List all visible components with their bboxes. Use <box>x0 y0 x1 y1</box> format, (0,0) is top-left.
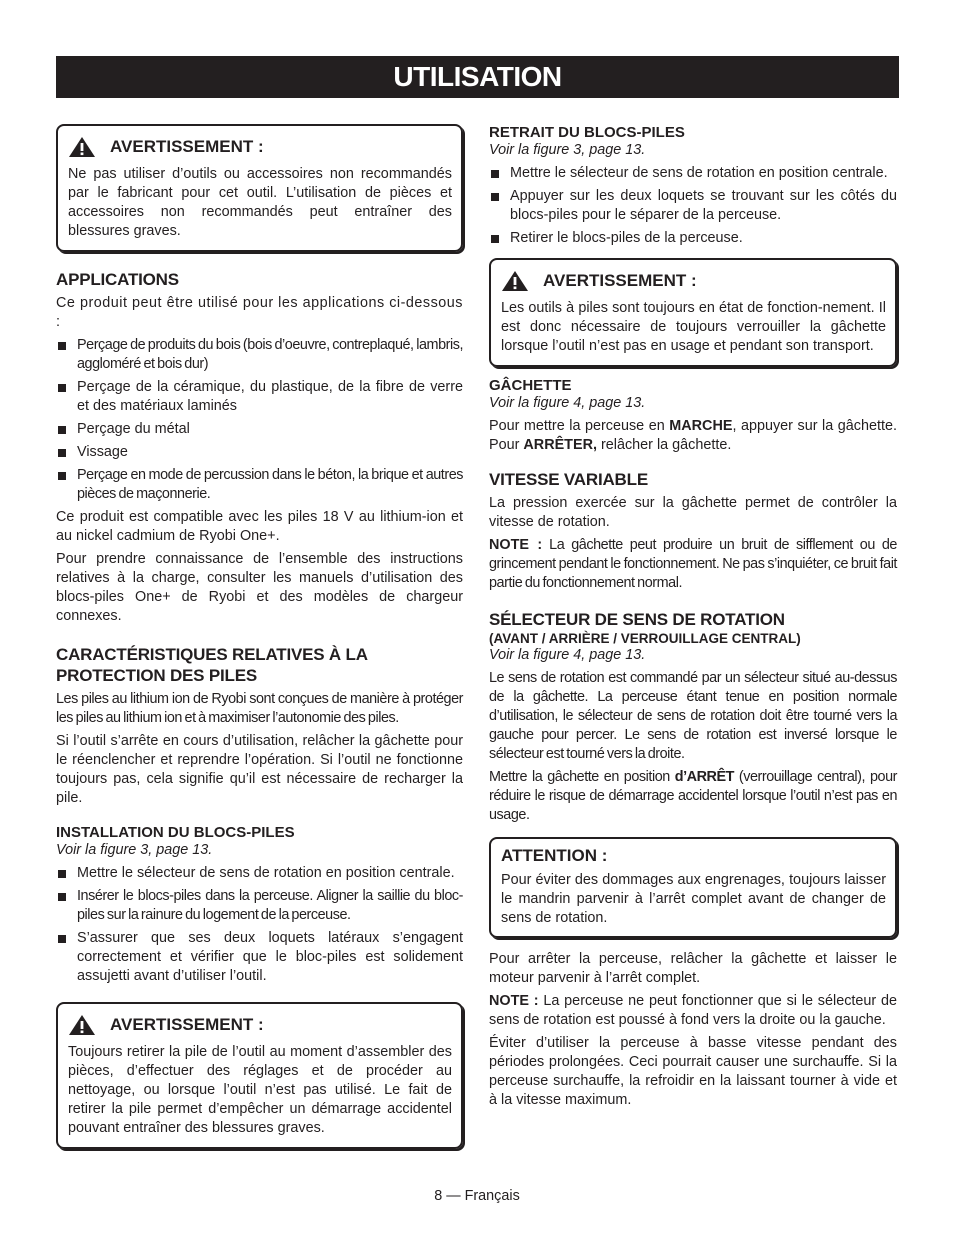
variable-speed-paragraph: La pression exercée sur la gâchette permet de contrôler la vitesse de rotation. <box>489 495 897 530</box>
figure-reference: Voir la figure 4, page 13. <box>489 395 646 411</box>
warning-text: Les outils à piles sont toujours en état de fonction-nement. Il est donc nécessaire de toujours verrouiller la gâchette lorsque l’outil n’est pas en usage et pendant son transport. <box>501 300 886 354</box>
direction-selector-subheading: (AVANT / ARRIÈRE / VERROUILLAGE CENTRAL) <box>489 631 801 646</box>
variable-speed-note: NOTE : La gâchette peut produire un bruit de sifflement ou de grincement pendant le fonctionnement. Ne pas s’inquiéter, ce bruit fait partie du fonctionnement normal. <box>489 537 897 591</box>
warning-title: AVERTISSEMENT : <box>543 271 697 290</box>
warning-title: AVERTISSEMENT : <box>110 137 264 156</box>
low-speed-paragraph: Éviter d’utiliser la perceuse à basse vitesse pendant des périodes prolongées. Ceci pourrait causer une surchauffe. Si la perceuse surchauffe, la refroidir en la laissant tourner à vide et à la vitesse maximum. <box>489 1035 897 1108</box>
removal-steps-list <box>489 164 897 248</box>
warning-box-trigger-lock <box>489 258 897 367</box>
attention-title: ATTENTION : <box>501 846 608 865</box>
variable-speed-heading: VITESSE VARIABLE <box>489 470 648 489</box>
battery-removal-heading: RETRAIT DU BLOCS-PILES <box>489 124 685 141</box>
list-item: Insérer le blocs-piles dans la perceuse. Aligner la saillie du bloc-piles sur la rainure du logement de la perceuse. <box>56 887 463 925</box>
compatibility-paragraph: Ce produit est compatible avec les piles 18 V au lithium-ion et au nickel cadmium de Ryobi One+. <box>56 509 463 544</box>
warning-triangle-icon <box>68 1014 96 1036</box>
page-footer: 8 — Français <box>434 1188 520 1204</box>
list-item: Mettre le sélecteur de sens de rotation en position centrale. <box>56 864 463 883</box>
list-item: Appuyer sur les deux loquets se trouvant sur les côtés du blocs-piles pour le séparer de la perceuse. <box>489 187 897 225</box>
attention-text: Pour éviter des dommages aux engrenages, toujours laisser le mandrin parvenir à l’arrêt complet avant de changer de sens de rotation. <box>501 872 886 926</box>
left-column <box>56 124 463 1149</box>
battery-protection-heading: CARACTÉRISTIQUES RELATIVES À LA PROTECTION DES PILES <box>56 645 368 685</box>
trigger-paragraph: Pour mettre la perceuse en MARCHE, appuyer sur la gâchette. Pour ARRÊTER, relâcher la gâchette. <box>489 418 897 453</box>
direction-selector-heading: SÉLECTEUR DE SENS DE ROTATION <box>489 610 785 629</box>
direction-paragraph-1: Le sens de rotation est commandé par un sélecteur situé au-dessus de la gâchette. La perceuse étant tenue en position normale d’utilisation, le sélecteur de sens de rotation doit être tourné vers la gauche pour percer. Le sens de rotation est inversé lorsque le sélecteur est tourné vers la droite. <box>489 670 897 762</box>
figure-reference: Voir la figure 4, page 13. <box>489 647 646 663</box>
protection-paragraph-1: Les piles au lithium ion de Ryobi sont conçues de manière à protéger les piles au lithium ion et à maximiser l’autonomie des piles. <box>56 691 463 726</box>
protection-paragraph-2: Si l’outil s’arrête en cours d’utilisation, relâcher la gâchette pour le réenclencher et reprendre l’opération. Si l’outil ne fonctionne toujours pas, cela signifie qu’il est nécessaire de recharger la pile. <box>56 733 463 806</box>
warning-header <box>68 136 452 158</box>
list-item: Perçage du métal <box>56 420 463 439</box>
list-item: Perçage de produits du bois (bois d’oeuvre, contreplaqué, lambris, aggloméré et bois dur) <box>56 336 463 374</box>
list-item: Retirer le blocs-piles de la perceuse. <box>489 229 897 248</box>
install-steps-list <box>56 864 463 986</box>
page-title: UTILISATION <box>56 56 899 98</box>
attention-box <box>489 837 897 938</box>
warning-text: Toujours retirer la pile de l’outil au moment d’assembler des pièces, d’effectuer des réglages et de procéder au nettoyage, ou lorsque l’outil n’est pas utilisé. Le fait de retirer la pile permet d’empêcher un démarrage accidentel pouvant entraîner des blessures graves. <box>68 1044 452 1136</box>
list-item: S’assurer que ses deux loquets latéraux s’engagent correctement et vérifier que le bloc-piles est solidement assujetti avant d’utiliser l’outil. <box>56 929 463 986</box>
warning-title: AVERTISSEMENT : <box>110 1015 264 1034</box>
battery-install-heading: INSTALLATION DU BLOCS-PILES <box>56 824 295 841</box>
warning-header <box>68 1014 452 1036</box>
figure-reference: Voir la figure 3, page 13. <box>56 842 213 858</box>
applications-heading: APPLICATIONS <box>56 270 179 289</box>
warning-header <box>501 270 886 292</box>
list-item: Mettre le sélecteur de sens de rotation en position centrale. <box>489 164 897 183</box>
charging-paragraph: Pour prendre connaissance de l’ensemble des instructions relatives à la charge, consulter les manuels d’utilisation des blocs-piles One+ de Ryobi et des modèles de chargeur connexes. <box>56 551 463 624</box>
applications-list <box>56 336 463 504</box>
figure-reference: Voir la figure 3, page 13. <box>489 142 646 158</box>
list-item: Vissage <box>56 443 463 462</box>
applications-intro: Ce produit peut être utilisé pour les applications ci-dessous : <box>56 295 463 330</box>
direction-paragraph-2: Mettre la gâchette en position d’ARRÊT (verrouillage central), pour réduire le risque de démarrage accidentel lorsque l’outil n’est pas en usage. <box>489 769 897 823</box>
warning-triangle-icon <box>68 136 96 158</box>
right-column <box>489 124 897 1114</box>
warning-triangle-icon <box>501 270 529 292</box>
trigger-heading: GÂCHETTE <box>489 377 572 394</box>
list-item: Perçage en mode de percussion dans le béton, la brique et autres pièces de maçonnerie. <box>56 466 463 504</box>
warning-text: Ne pas utiliser d’outils ou accessoires non recommandés par le fabricant pour cet outil. L’utilisation de pièces et accessoires non recommandés peut entraîner des blessures graves. <box>68 166 452 239</box>
warning-box-tool-accessories <box>56 124 463 252</box>
stop-paragraph: Pour arrêter la perceuse, relâcher la gâchette et laisser le moteur parvenir à l’arrêt complet. <box>489 951 897 986</box>
list-item: Perçage de la céramique, du plastique, de la fibre de verre et des matériaux laminés <box>56 378 463 416</box>
direction-note: NOTE : La perceuse ne peut fonctionner que si le sélecteur de sens de rotation est poussé à fond vers la droite ou la gauche. <box>489 993 897 1028</box>
warning-box-remove-battery <box>56 1002 463 1149</box>
